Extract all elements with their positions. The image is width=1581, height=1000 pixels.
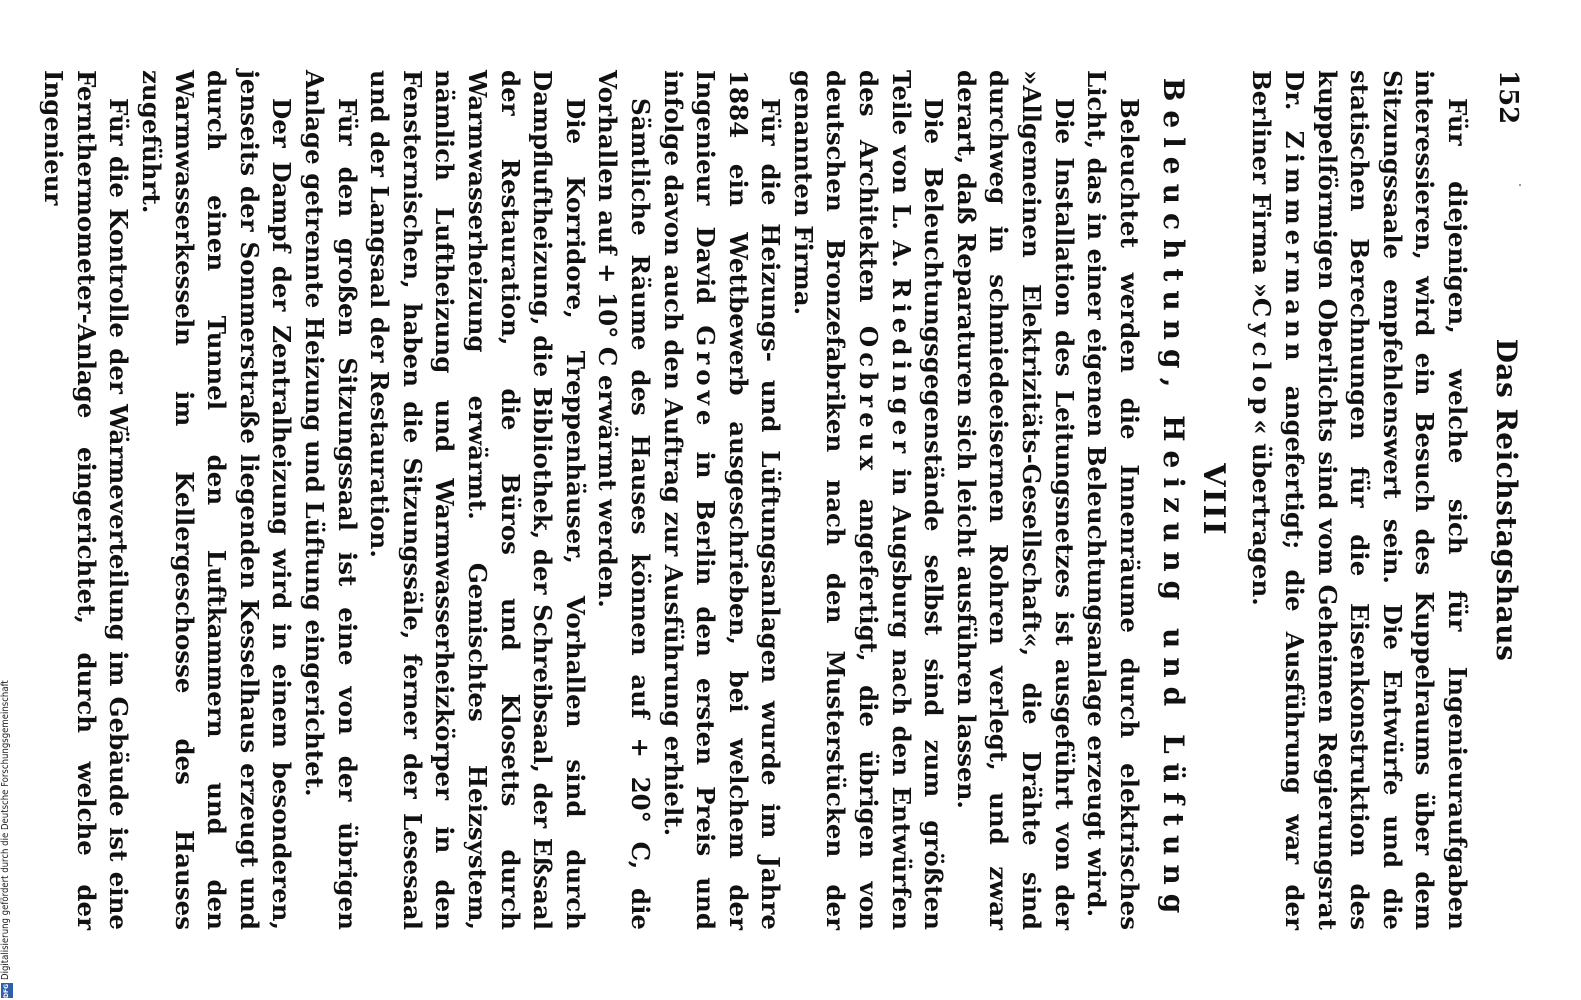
person-name: Ocbreux	[854, 325, 884, 476]
dfg-credit-strip	[0, 600, 14, 1000]
paragraph-text: Für diejenigen, welche sich für Ingenieuraufgaben interessieren, wird ein Besuch des Kuppelraums über dem Sitzungssaale empfehlenswert sein. Die Entwürfe und die statischen Berechnungen für die Eisenkonstruktion des kuppelförmigen Oberlichts sind vom Geheimen Regierungsrat Dr.	[1280, 70, 1472, 930]
dfg-credit-text: Digitalisierung gefördert durch die Deutsche Forschungsgemeinschaft	[0, 680, 11, 980]
paragraph-text: « übertragen.	[1247, 419, 1277, 606]
paragraph-installation: Die Installation des Leitungsnetzes ist ausgeführt von der »Allgemeinen Elektrizitäts-Gesellschaft«, die Drähte sind durchweg in schmiedeeisernen Rohren verlegt, und zwar derart, daß Reparaturen sich leicht ausführen lassen.	[951, 70, 1079, 930]
paragraph-steam: Der Dampf der Zentralheizung wird in einem besonderen, jenseits der Sommerstraße liegenden Kesselhaus erzeugt und durch einen Tunnel den Luftkammern und den Warmwasserkesseln im Kellergeschosse des Hauses zugeführt.	[137, 70, 297, 930]
paragraph-thermometer: Für die Kontrolle der Wärmeverteilung im Gebäude ist eine Fernthermometer-Anlage eingerichtet, durch welche der Ingenieur	[39, 70, 134, 930]
person-name: Grove	[691, 325, 721, 431]
paragraph-plenary-hall: Für den großen Sitzungssaal ist eine von der übrigen Anlage getrennte Heizung und Lüftung eingerichtet.	[300, 70, 362, 930]
paragraph-text: angefertigt, die übrigen von deutschen Bronzefabriken nach den Musterstücken der genannten Firma.	[788, 70, 884, 931]
chapter-number: VIII	[1195, 463, 1231, 537]
paragraph-temperatures: Sämtliche Räume des Hauses können auf + 20° C, die Vorhallen auf + 10° C erwärmt werden.	[593, 70, 655, 930]
chapter-title: Beleuchtung, Heizung und Lüftung	[1156, 77, 1190, 923]
person-name: Zimmermann	[1280, 130, 1310, 366]
paragraph-dome	[1245, 70, 1473, 930]
running-title: Das Reichstagshaus	[1490, 338, 1523, 662]
paragraph-heating-systems: Die Korridore, Treppenhäuser, Vorhallen sind durch Dampfluftheizung, die Bibliothek, der Schreibsaal, der Eßsaal der Restauration, die Büros und Klosetts durch Warmwasserheizung erwärmt. Gemischtes Heizsystem, nämlich Luftheizung und Warmwasserheizkörper in den Fensternischen, haben die Sitzungssäle, ferner der Lesesaal und der Langsaal der Restauration.	[365, 70, 590, 930]
paragraph-text: Für die Heizungs- und Lüftungsanlagen wurde im Jahre 1884 ein Wettbewerb ausgeschrieben, bei welchem der Ingenieur David	[691, 70, 786, 930]
paragraph-fixtures	[786, 70, 949, 930]
paragraph-lighting: Beleuchtet werden die Innenräume durch elektrisches Licht, das in einer eigenen Beleuchtungsanlage erzeugt wird.	[1082, 70, 1144, 930]
paragraph-competition	[656, 70, 786, 930]
dfg-logo-icon: DFG	[1, 983, 13, 998]
paragraph-text: in Berlin den ersten Preis und infolge davon auch den Auftrag zur Ausführung erhielt.	[658, 70, 721, 931]
page-number: 152	[1493, 70, 1523, 125]
body-text	[37, 70, 1473, 930]
company-name: Riedinger	[886, 278, 916, 459]
paragraph-text: in Augsburg nach den Entwürfen des Architekten	[854, 70, 916, 931]
scan-speck	[1519, 184, 1521, 186]
paragraph-text: Die Beleuchtungsgegenstände selbst sind zum größten Teile von L. A.	[886, 70, 949, 930]
company-name: Cyclop	[1247, 297, 1277, 420]
page-header	[1483, 70, 1523, 930]
paragraph-text: angefertigt; die Ausführung war der Berliner Firma »	[1247, 70, 1310, 931]
